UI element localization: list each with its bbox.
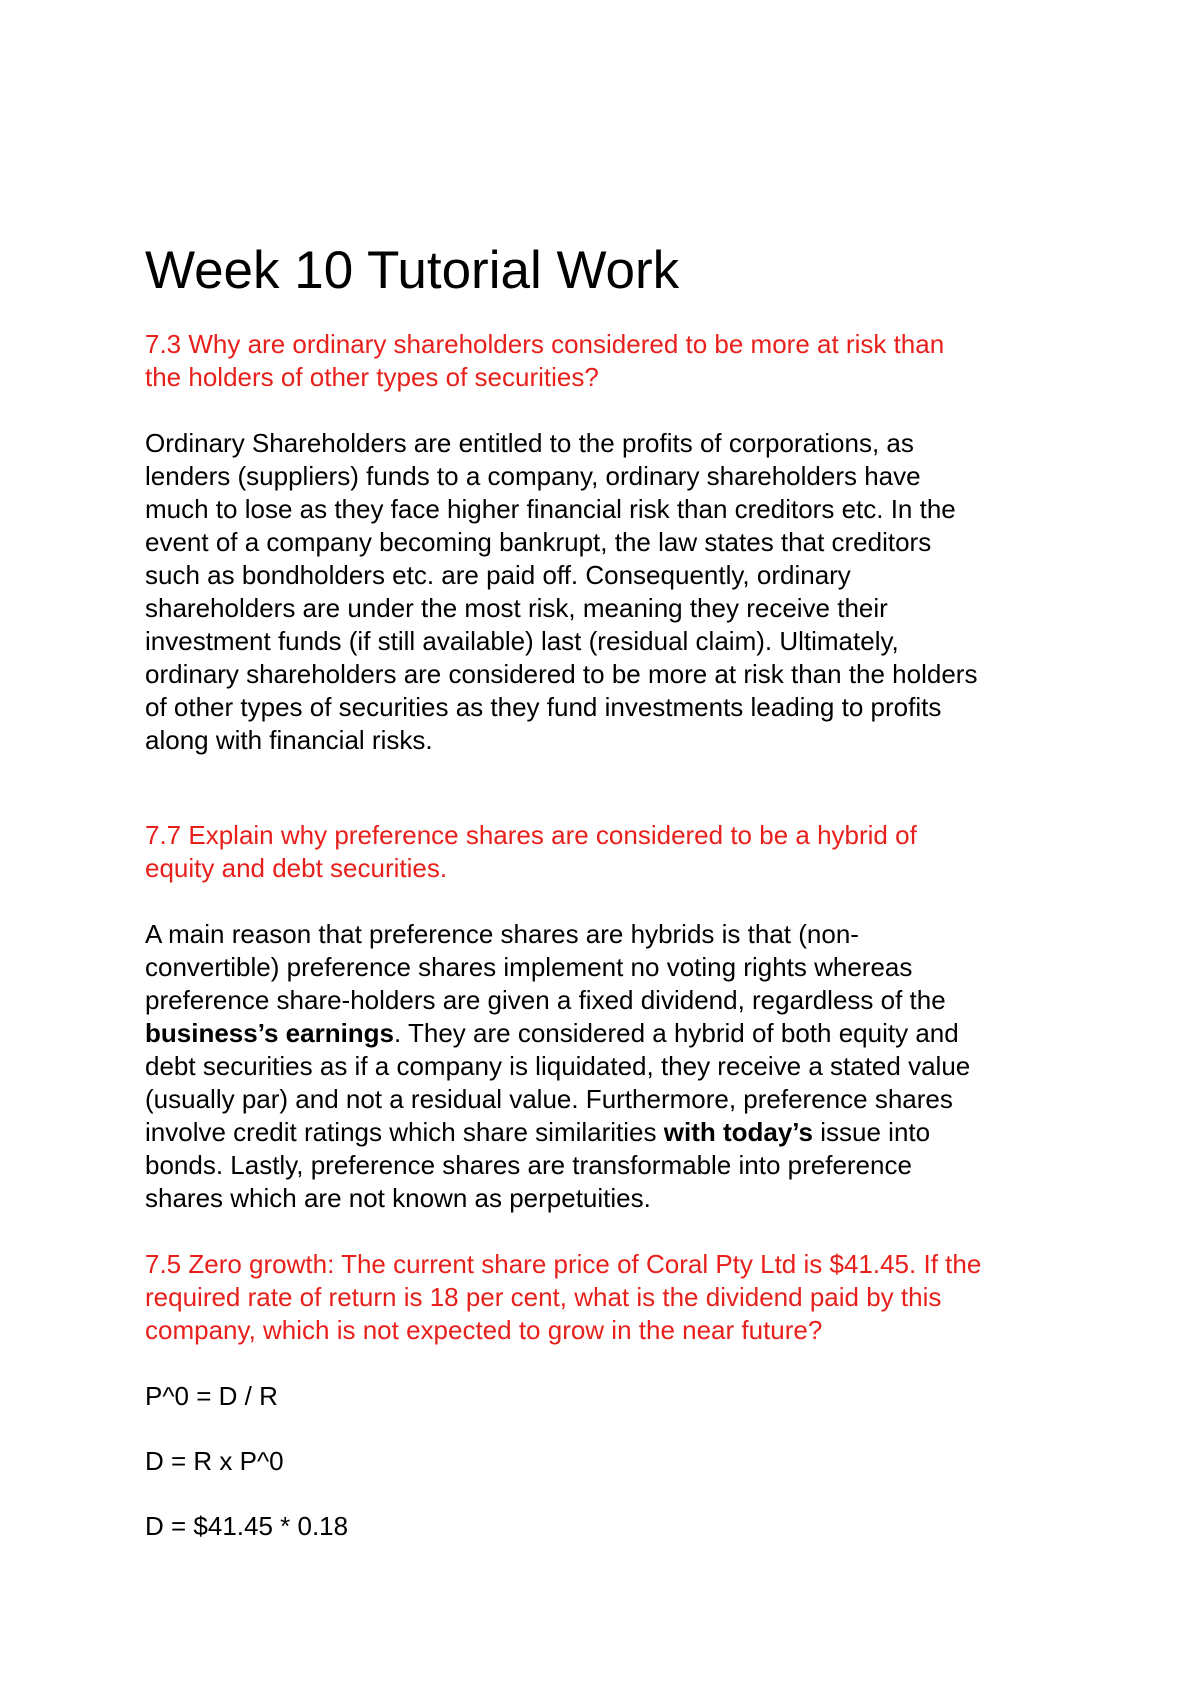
answer-line-pre: involve credit ratings which share similarities xyxy=(145,1117,664,1147)
answer-line: Ordinary Shareholders are entitled to the profits of corporations, as xyxy=(145,428,914,458)
question-line: 7.3 Why are ordinary shareholders considered to be more at risk than xyxy=(145,329,945,359)
answer-line: along with financial risks. xyxy=(145,725,433,755)
document-page xyxy=(145,240,1085,1575)
question-line: 7.5 Zero growth: The current share price of Coral Pty Ltd is $41.45. If the xyxy=(145,1249,982,1279)
formula-line: P^0 = D / R xyxy=(145,1381,278,1411)
answer-line: shares which are not known as perpetuities. xyxy=(145,1183,651,1213)
answer-line: event of a company becoming bankrupt, the law states that creditors xyxy=(145,527,932,557)
answer-line xyxy=(145,1017,1085,1050)
answer-line: (usually par) and not a residual value. Furthermore, preference shares xyxy=(145,1084,953,1114)
answer-line: debt securities as if a company is liquidated, they receive a stated value xyxy=(145,1051,971,1081)
question-7-5 xyxy=(145,1248,1085,1347)
page-title: Week 10 Tutorial Work xyxy=(145,241,680,300)
question-line: company, which is not expected to grow in the near future? xyxy=(145,1315,823,1345)
answer-line: such as bondholders etc. are paid off. Consequently, ordinary xyxy=(145,560,851,590)
question-7-3 xyxy=(145,328,1085,394)
question-line: required rate of return is 18 per cent, what is the dividend paid by this xyxy=(145,1282,942,1312)
answer-line xyxy=(145,1116,1085,1149)
answer-line: investment funds (if still available) last (residual claim). Ultimately, xyxy=(145,626,899,656)
answer-7-3 xyxy=(145,427,1085,757)
answer-line: ordinary shareholders are considered to be more at risk than the holders xyxy=(145,659,978,689)
formula-line: D = R x P^0 xyxy=(145,1446,284,1476)
answer-line-rest: . They are considered a hybrid of both equity and xyxy=(394,1018,959,1048)
bold-phrase: business’s earnings xyxy=(145,1018,395,1048)
answer-line: shareholders are under the most risk, meaning they receive their xyxy=(145,593,888,623)
answer-line: convertible) preference shares implement no voting rights whereas xyxy=(145,952,913,982)
answer-line: much to lose as they face higher financial risk than creditors etc. In the xyxy=(145,494,956,524)
question-line: the holders of other types of securities? xyxy=(145,362,599,392)
answer-line: A main reason that preference shares are hybrids is that (non- xyxy=(145,919,859,949)
answer-line: bonds. Lastly, preference shares are transformable into preference xyxy=(145,1150,912,1180)
answer-7-7 xyxy=(145,918,1085,1215)
question-7-7 xyxy=(145,819,1085,885)
answer-line: preference share-holders are given a fixed dividend, regardless of the xyxy=(145,985,946,1015)
question-line: 7.7 Explain why preference shares are considered to be a hybrid of xyxy=(145,820,917,850)
answer-line: lenders (suppliers) funds to a company, ordinary shareholders have xyxy=(145,461,921,491)
formula-line: D = $41.45 * 0.18 xyxy=(145,1511,349,1541)
question-line: equity and debt securities. xyxy=(145,853,448,883)
answer-line: of other types of securities as they fund investments leading to profits xyxy=(145,692,942,722)
bold-phrase: with today’s xyxy=(663,1117,814,1147)
answer-line-rest: issue into xyxy=(813,1117,931,1147)
